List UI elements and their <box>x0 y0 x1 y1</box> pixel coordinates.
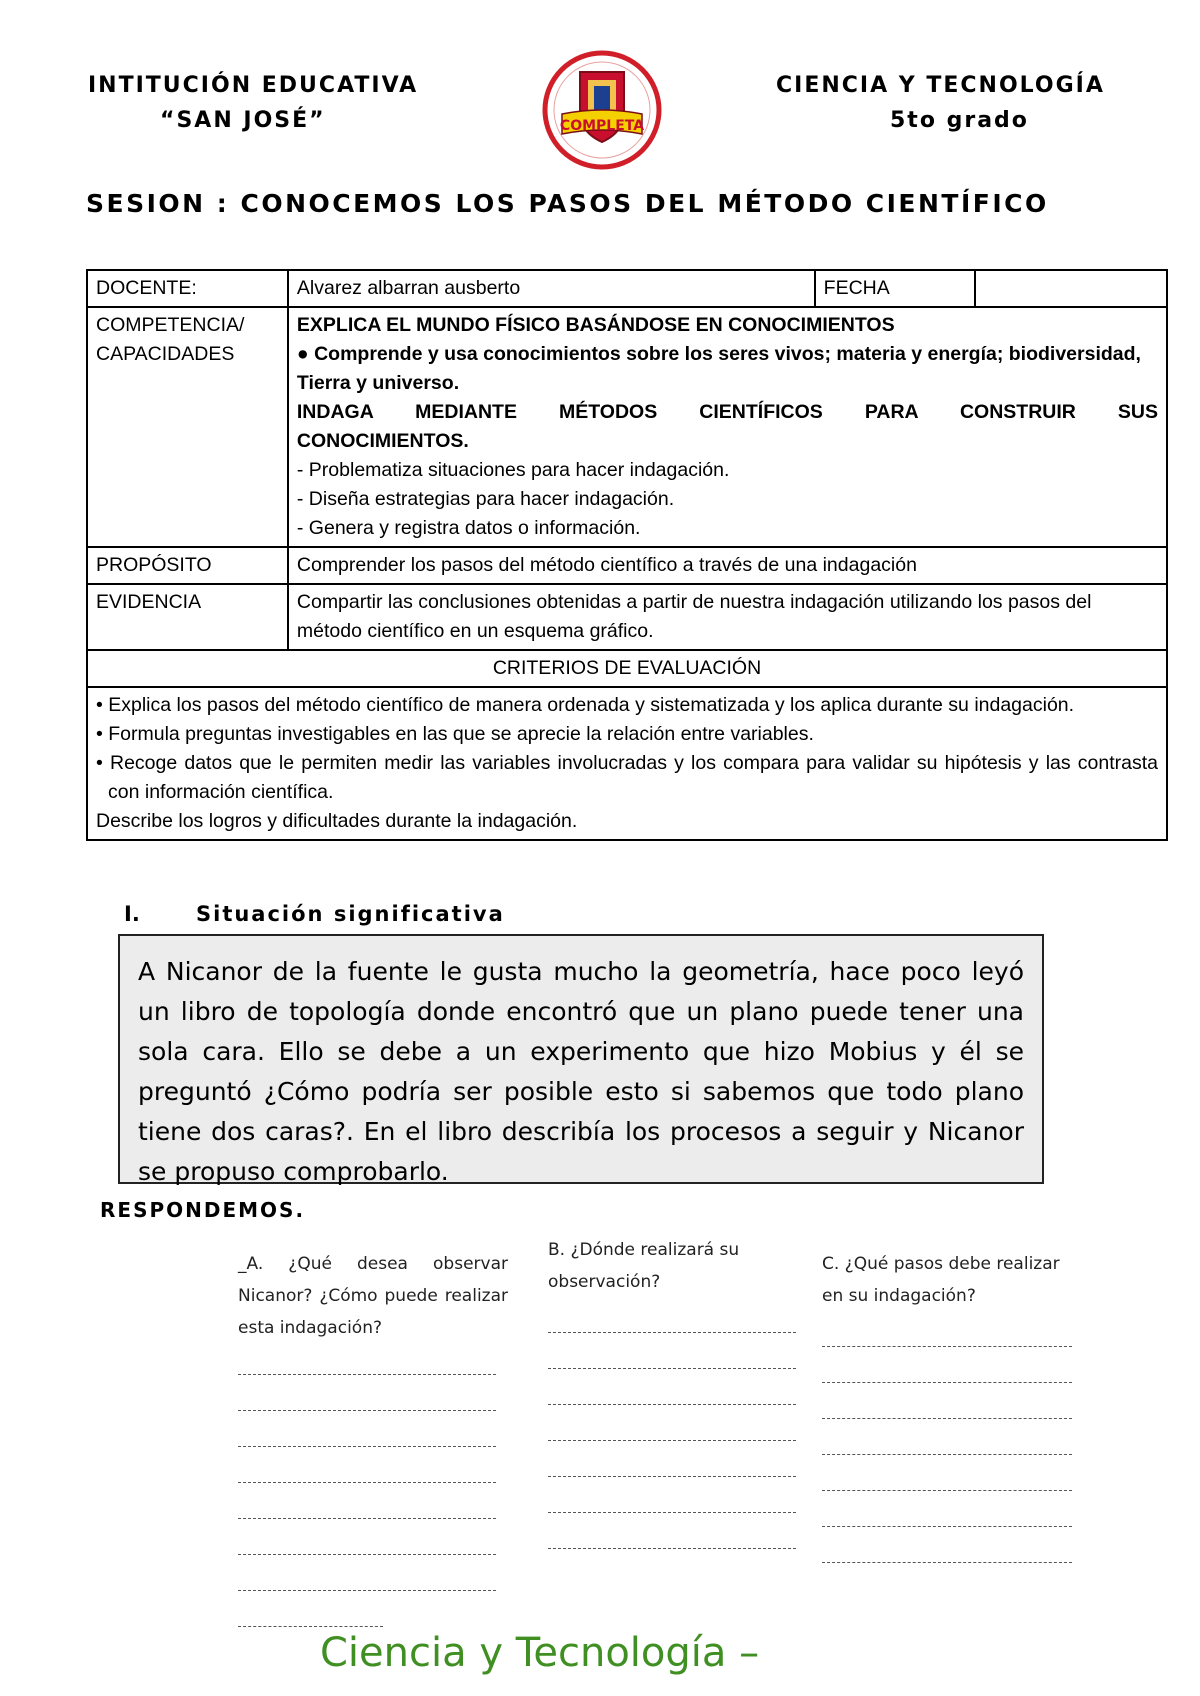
logo-text: COMPLETA <box>559 118 645 134</box>
evidencia-value: Compartir las conclusiones obtenidas a partir de nuestra indagación utilizando los pasos del método científico en un esquema gráfico. <box>288 584 1167 650</box>
competencia-content <box>288 307 1167 547</box>
competence-1-capacity <box>297 340 1158 398</box>
answer-line-a-1[interactable] <box>238 1374 496 1375</box>
question-c: C. ¿Qué pasos debe realizar en su indagación? <box>822 1254 1060 1306</box>
fecha-label: FECHA <box>815 270 976 307</box>
criterio-3 <box>96 749 1158 807</box>
answer-line-c-3[interactable] <box>822 1418 1072 1419</box>
respondemos-heading: RESPONDEMOS. <box>100 1198 306 1222</box>
bullet-icon: • <box>96 723 109 745</box>
competencia-label-line1: COMPETENCIA/ <box>96 314 245 336</box>
answer-line-b-7[interactable] <box>548 1548 796 1549</box>
answer-line-a-2[interactable] <box>238 1410 496 1411</box>
answer-line-b-6[interactable] <box>548 1512 796 1513</box>
session-info-table <box>86 269 1168 841</box>
criterio-2-text: Formula preguntas investigables en las que se aprecie la relación entre variables. <box>108 723 814 745</box>
evidencia-row <box>87 584 1167 650</box>
section-title: Situación significativa <box>196 902 505 926</box>
capacity-3: - Genera y registra datos o información. <box>296 517 641 539</box>
competencia-label-line2: CAPACIDADES <box>96 343 235 365</box>
answer-line-a-8[interactable] <box>238 1626 383 1627</box>
bullet-icon: • <box>96 752 110 774</box>
criterios-title: CRITERIOS DE EVALUACIÓN <box>87 650 1167 687</box>
proposito-label: PROPÓSITO <box>87 547 288 584</box>
bullet-icon: • <box>96 694 109 716</box>
school-name: INTITUCIÓN EDUCATIVA <box>88 73 419 98</box>
docente-label: DOCENTE: <box>87 270 288 307</box>
criterio-2 <box>96 720 1158 749</box>
proposito-value: Comprender los pasos del método científico a través de una indagación <box>288 547 1167 584</box>
fecha-value <box>975 270 1167 307</box>
session-title: SESION : CONOCEMOS LOS PASOS DEL MÉTODO CIENTÍFICO <box>86 189 1049 218</box>
answer-line-c-4[interactable] <box>822 1454 1072 1455</box>
answer-line-b-5[interactable] <box>548 1476 796 1477</box>
bullet-icon: ● <box>296 343 315 365</box>
answer-line-b-4[interactable] <box>548 1440 796 1441</box>
question-a: _A. ¿Qué desea observar Nicanor? ¿Cómo puede realizar esta indagación? <box>238 1254 508 1338</box>
answer-line-b-3[interactable] <box>548 1404 796 1405</box>
docente-value: Alvarez albarran ausberto <box>288 270 815 307</box>
criterios-header-row <box>87 650 1167 687</box>
competencia-row <box>87 307 1167 547</box>
answer-line-a-3[interactable] <box>238 1446 496 1447</box>
grade-label: 5to grado <box>890 108 1029 133</box>
evidencia-label: EVIDENCIA <box>87 584 288 650</box>
answer-line-c-1[interactable] <box>822 1346 1072 1347</box>
competence-1-title: EXPLICA EL MUNDO FÍSICO BASÁNDOSE EN CONOCIMIENTOS <box>296 314 895 336</box>
proposito-row <box>87 547 1167 584</box>
page-footer: Ciencia y Tecnología – <box>320 1630 760 1676</box>
answer-line-a-7[interactable] <box>238 1590 496 1591</box>
answer-line-b-1[interactable] <box>548 1332 796 1333</box>
capacity-2: - Diseña estrategias para hacer indagación. <box>296 488 675 510</box>
criterio-3-text: Recoge datos que le permiten medir las variables involucradas y los compara para validar su hipótesis y las contrasta con información científica. <box>108 752 1158 803</box>
answer-line-b-2[interactable] <box>548 1368 796 1369</box>
criterio-1-text: Explica los pasos del método científico de manera ordenada y sistematizada y los aplica durante su indagación. <box>108 694 1075 716</box>
competence-2-title-line1: INDAGA MEDIANTE MÉTODOS CIENTÍFICOS PARA CONSTRUIR SUS <box>296 401 1158 423</box>
criterios-row <box>87 687 1167 840</box>
answer-line-a-5[interactable] <box>238 1518 496 1519</box>
criterio-1 <box>96 691 1158 720</box>
competence-1-capacity-text: Comprende y usa conocimientos sobre los seres vivos; materia y energía; biodiversidad, Tierra y universo. <box>296 343 1141 394</box>
criterio-4: Describe los logros y dificultades durante la indagación. <box>96 810 578 832</box>
school-logo <box>542 50 662 170</box>
answer-line-c-7[interactable] <box>822 1562 1072 1563</box>
criterios-content <box>87 687 1167 840</box>
question-b: B. ¿Dónde realizará su observación? <box>548 1240 740 1292</box>
answer-line-a-4[interactable] <box>238 1482 496 1483</box>
capacity-1: - Problematiza situaciones para hacer indagación. <box>296 459 730 481</box>
answer-line-c-2[interactable] <box>822 1382 1072 1383</box>
answer-line-c-6[interactable] <box>822 1526 1072 1527</box>
answer-line-c-5[interactable] <box>822 1490 1072 1491</box>
section-number: I. <box>124 902 140 926</box>
competencia-label <box>87 307 288 547</box>
answer-line-a-6[interactable] <box>238 1554 496 1555</box>
docente-row <box>87 270 1167 307</box>
competence-2-title-line2: CONOCIMIENTOS. <box>296 430 469 452</box>
subject-title: CIENCIA Y TECNOLOGÍA <box>776 73 1105 98</box>
school-name-2: “SAN JOSÉ” <box>160 108 326 133</box>
situation-text-box: A Nicanor de la fuente le gusta mucho la geometría, hace poco leyó un libro de topología donde encontró que un plano puede tener una sola cara. Ello se debe a un experimento que hizo Mobius y él se preguntó ¿Cómo podría ser posible esto si sabemos que todo plano tiene dos caras?. En el libro describía los procesos a seguir y Nicanor se propuso comprobarlo. <box>118 934 1044 1184</box>
